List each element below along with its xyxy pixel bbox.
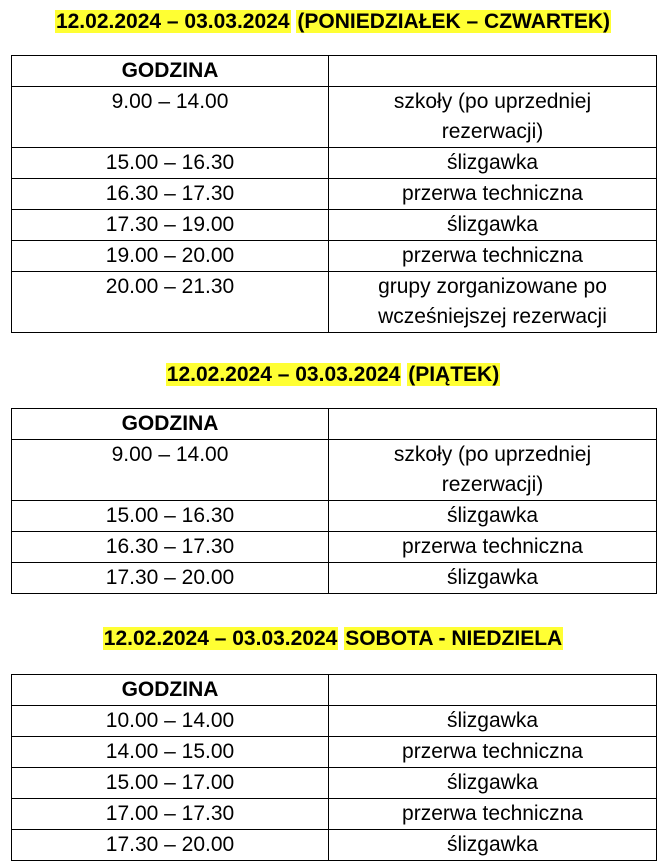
time-cell: 10.00 – 14.00	[12, 706, 329, 737]
time-cell: 19.00 – 20.00	[12, 241, 329, 272]
time-cell: 16.30 – 17.30	[12, 532, 329, 563]
time-cell: 9.00 – 14.00	[12, 87, 329, 148]
schedule-table-friday	[11, 408, 657, 594]
table-row	[12, 799, 657, 830]
time-cell: 16.30 – 17.30	[12, 179, 329, 210]
table-row	[12, 706, 657, 737]
activity-cell: przerwa techniczna	[329, 532, 657, 563]
table-row	[12, 563, 657, 594]
table-row	[12, 440, 657, 501]
table-header-row	[12, 56, 657, 87]
activity-cell: ślizgawka	[329, 768, 657, 799]
activity-cell: przerwa techniczna	[329, 799, 657, 830]
section-3-date-range: 12.02.2024 – 03.03.2024	[103, 627, 338, 650]
time-cell: 17.30 – 20.00	[12, 830, 329, 861]
column-header-activity	[329, 56, 657, 87]
section-2-days: (PIĄTEK)	[408, 363, 500, 386]
table-row	[12, 87, 657, 148]
section-3-heading	[0, 626, 666, 652]
activity-cell: ślizgawka	[329, 148, 657, 179]
table-row	[12, 179, 657, 210]
section-2-date-range: 12.02.2024 – 03.03.2024	[166, 363, 401, 386]
time-cell: 17.30 – 19.00	[12, 210, 329, 241]
column-header-activity	[329, 409, 657, 440]
table-row	[12, 272, 657, 333]
activity-cell: ślizgawka	[329, 706, 657, 737]
time-cell: 15.00 – 16.30	[12, 148, 329, 179]
activity-cell: ślizgawka	[329, 501, 657, 532]
table-row	[12, 501, 657, 532]
section-1-days: (PONIEDZIAŁEK – CZWARTEK)	[297, 10, 611, 33]
activity-cell: przerwa techniczna	[329, 179, 657, 210]
activity-cell: szkoły (po uprzedniej rezerwacji)	[329, 440, 657, 501]
section-1-date-range: 12.02.2024 – 03.03.2024	[55, 10, 290, 33]
time-cell: 9.00 – 14.00	[12, 440, 329, 501]
table-header-row	[12, 675, 657, 706]
time-cell: 20.00 – 21.30	[12, 272, 329, 333]
schedule-table-mon-thu	[11, 55, 657, 333]
activity-cell: ślizgawka	[329, 210, 657, 241]
schedule-table-weekend	[11, 674, 657, 861]
time-cell: 17.30 – 20.00	[12, 563, 329, 594]
column-header-time: GODZINA	[12, 56, 329, 87]
column-header-activity	[329, 675, 657, 706]
table-row	[12, 148, 657, 179]
table-header-row	[12, 409, 657, 440]
table-row	[12, 768, 657, 799]
section-3-days: SOBOTA - NIEDZIELA	[345, 627, 563, 650]
activity-cell: ślizgawka	[329, 563, 657, 594]
activity-cell: przerwa techniczna	[329, 241, 657, 272]
time-cell: 15.00 – 16.30	[12, 501, 329, 532]
section-2-heading	[0, 362, 666, 388]
activity-cell: ślizgawka	[329, 830, 657, 861]
column-header-time: GODZINA	[12, 675, 329, 706]
table-row	[12, 737, 657, 768]
activity-cell: grupy zorganizowane po wcześniejszej rezerwacji	[329, 272, 657, 333]
table-row	[12, 241, 657, 272]
table-row	[12, 830, 657, 861]
time-cell: 17.00 – 17.30	[12, 799, 329, 830]
table-row	[12, 532, 657, 563]
table-row	[12, 210, 657, 241]
activity-cell: przerwa techniczna	[329, 737, 657, 768]
time-cell: 15.00 – 17.00	[12, 768, 329, 799]
column-header-time: GODZINA	[12, 409, 329, 440]
time-cell: 14.00 – 15.00	[12, 737, 329, 768]
activity-cell: szkoły (po uprzedniej rezerwacji)	[329, 87, 657, 148]
section-1-heading	[0, 9, 666, 35]
